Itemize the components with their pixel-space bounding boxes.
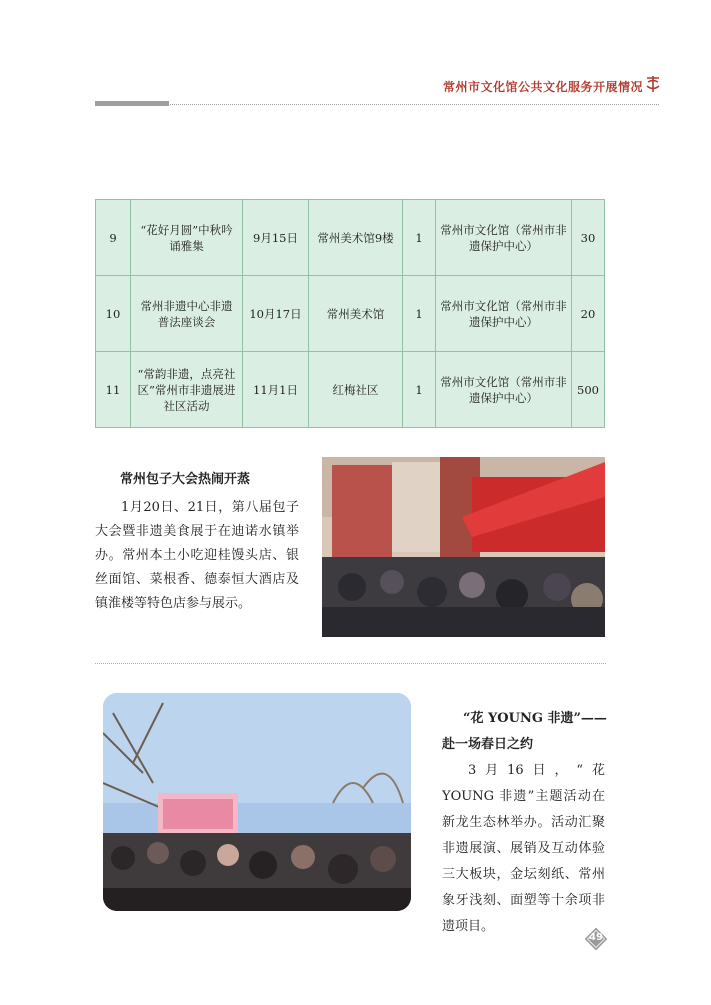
table-cell: 1 xyxy=(403,276,436,352)
header-dotted-rule xyxy=(170,104,659,105)
section-title-baozi: 常州包子大会热闹开蒸 xyxy=(120,472,251,487)
header-bar xyxy=(95,101,169,106)
table-cell: 常州市文化馆（常州市非遗保护中心） xyxy=(436,200,572,276)
table-row xyxy=(96,352,605,428)
table-cell: 常州市文化馆（常州市非遗保护中心） xyxy=(436,352,572,428)
table-row xyxy=(96,276,605,352)
table-cell: 20 xyxy=(572,276,605,352)
table-cell: 常州美术馆 xyxy=(309,276,403,352)
table-cell: 9月15日 xyxy=(243,200,309,276)
table-cell: 10 xyxy=(96,276,131,352)
table-row xyxy=(96,200,605,276)
section-body-baozi: 1月20日、21日，第八届包子大会暨非遗美食展于在迪诺水镇举办。常州本土小吃迎桂馒头店、银丝面馆、菜根香、德泰恒大酒店及镇淮楼等特色店参与展示。 xyxy=(95,500,299,611)
table-cell: 常州美术馆9楼 xyxy=(309,200,403,276)
baozi-fair-photo xyxy=(322,457,605,637)
table-cell: “花好月圆”中秋吟诵雅集 xyxy=(131,200,243,276)
events-table xyxy=(95,199,605,428)
table-cell: 9 xyxy=(96,200,131,276)
page-number: 49 xyxy=(589,932,603,943)
culture-logo-icon xyxy=(645,75,661,93)
table-cell: 11月1日 xyxy=(243,352,309,428)
table-cell: 红梅社区 xyxy=(309,352,403,428)
section-title-huayoung-line1: “花 YOUNG 非遗”—— xyxy=(463,711,607,726)
section-title-huayoung-line2: 赴一场春日之约 xyxy=(442,737,534,752)
table-cell: “常韵非遗，点亮社区”常州市非遗展进社区活动 xyxy=(131,352,243,428)
table-cell: 1 xyxy=(403,352,436,428)
table-cell: 1 xyxy=(403,200,436,276)
table-cell: 常州市文化馆（常州市非遗保护中心） xyxy=(436,276,572,352)
page-header-title: 常州市文化馆公共文化服务开展情况 xyxy=(442,80,643,94)
section-body-huayoung: 3月16日，“花 YOUNG 非遗”主题活动在新龙生态林举办。活动汇聚非遗展演、展销及互动体验三大板块，金坛刻纸、常州象牙浅刻、面塑等十余项非遗项目。 xyxy=(442,763,605,934)
table-cell: 常州非遗中心非遗普法座谈会 xyxy=(131,276,243,352)
spring-festival-photo xyxy=(103,693,411,911)
table-cell: 500 xyxy=(572,352,605,428)
table-cell: 10月17日 xyxy=(243,276,309,352)
section-divider xyxy=(95,663,606,664)
table-cell: 11 xyxy=(96,352,131,428)
table-cell: 30 xyxy=(572,200,605,276)
